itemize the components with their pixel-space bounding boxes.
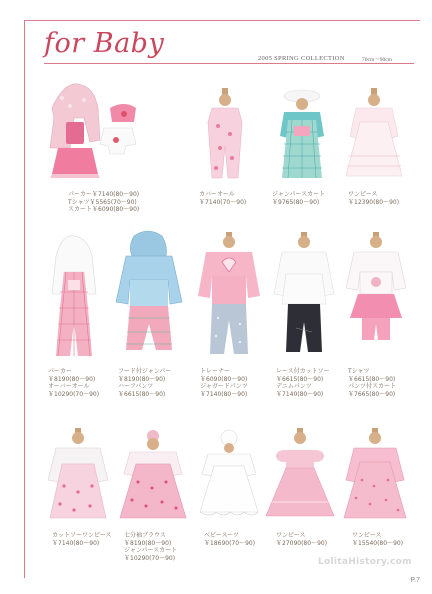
hooded-set-illustration xyxy=(40,78,140,186)
product-cutsew-dress xyxy=(44,428,112,526)
size-range-label: 70cm〜90cm xyxy=(362,57,392,63)
caption-trainer-pants: トレーナー ￥6090(80〜90) ジャガードパンツ ￥7140(80〜90) xyxy=(200,368,248,398)
caption-coverall: カバーオール ￥7140(70〜90) xyxy=(199,191,247,206)
watermark: LolitaHistory.com xyxy=(318,557,412,567)
trainer-pants-illustration xyxy=(196,232,262,362)
tshirt-skirt-illustration xyxy=(344,232,408,358)
product-jumper-skirt xyxy=(272,86,332,186)
dress-2-illustration xyxy=(264,428,336,524)
product-blouse-jumper-skirt xyxy=(116,428,190,524)
header-rule xyxy=(44,63,414,64)
dress-3-illustration xyxy=(340,428,410,524)
product-parka-overall xyxy=(44,232,104,362)
product-trainer-pants xyxy=(196,232,262,362)
coverall-illustration xyxy=(198,86,252,186)
page-title: for Baby xyxy=(44,28,165,59)
product-coverall xyxy=(198,86,252,186)
cutsew-dress-illustration xyxy=(44,428,112,526)
caption-tshirt-skirt: Tシャツ ￥6615(80〜90) パンツ付スカート ￥7665(80〜90) xyxy=(348,368,397,398)
product-hooded-jumper xyxy=(112,228,186,360)
caption-blouse-jumper-skirt: 七分袖ブラウス ￥8190(80〜90) ジャンパースカート ￥10290(70〜90) xyxy=(124,532,178,562)
product-hooded-set xyxy=(40,78,140,186)
caption-dress-1: ワンピース ￥12390(80〜90) xyxy=(348,191,400,206)
product-baby-suit xyxy=(196,428,262,524)
lace-top-denim-illustration xyxy=(272,232,336,362)
caption-dress-2: ワンピース ￥27090(80〜90) xyxy=(276,532,328,547)
caption-jumper-skirt: ジャンパースカート ￥9765(80〜90) xyxy=(272,191,326,206)
caption-hooded-set: パーカー￥7140(80〜90) Tシャツ￥5565(70〜90) スカート￥6090(80〜90) xyxy=(68,191,140,214)
product-dress-1 xyxy=(340,86,408,186)
caption-hooded-jumper: フード付ジャンパー ￥8190(80〜90) ハーフパンツ ￥6615(80〜90) xyxy=(118,368,172,398)
hooded-jumper-illustration xyxy=(112,228,186,360)
product-dress-3 xyxy=(340,428,410,524)
product-lace-top-denim xyxy=(272,232,336,362)
caption-parka-overall: パーカー ￥8190(80〜90) オーバーオール ￥10290(70〜90) xyxy=(48,368,100,398)
page-number: P.7 xyxy=(410,577,420,584)
collection-label: 2005 SPRING COLLECTION xyxy=(258,55,345,62)
caption-dress-3: ワンピース ￥15540(80〜90) xyxy=(352,532,404,547)
caption-baby-suit: ベビースーツ ￥18690(70〜90) xyxy=(204,532,256,547)
parka-overall-illustration xyxy=(44,232,104,362)
product-dress-2 xyxy=(264,428,336,524)
caption-lace-top-denim: レース付カットソー ￥6615(80〜90) デニムパンツ ￥7140(80〜90) xyxy=(276,368,330,398)
blouse-jumper-skirt-illustration xyxy=(116,428,190,524)
baby-suit-illustration xyxy=(196,428,262,524)
dress-1-illustration xyxy=(340,86,408,186)
jumper-skirt-illustration xyxy=(272,86,332,186)
product-tshirt-skirt xyxy=(344,232,408,358)
caption-cutsew-dress: カットソーワンピース ￥7140(80〜90) xyxy=(52,532,112,547)
